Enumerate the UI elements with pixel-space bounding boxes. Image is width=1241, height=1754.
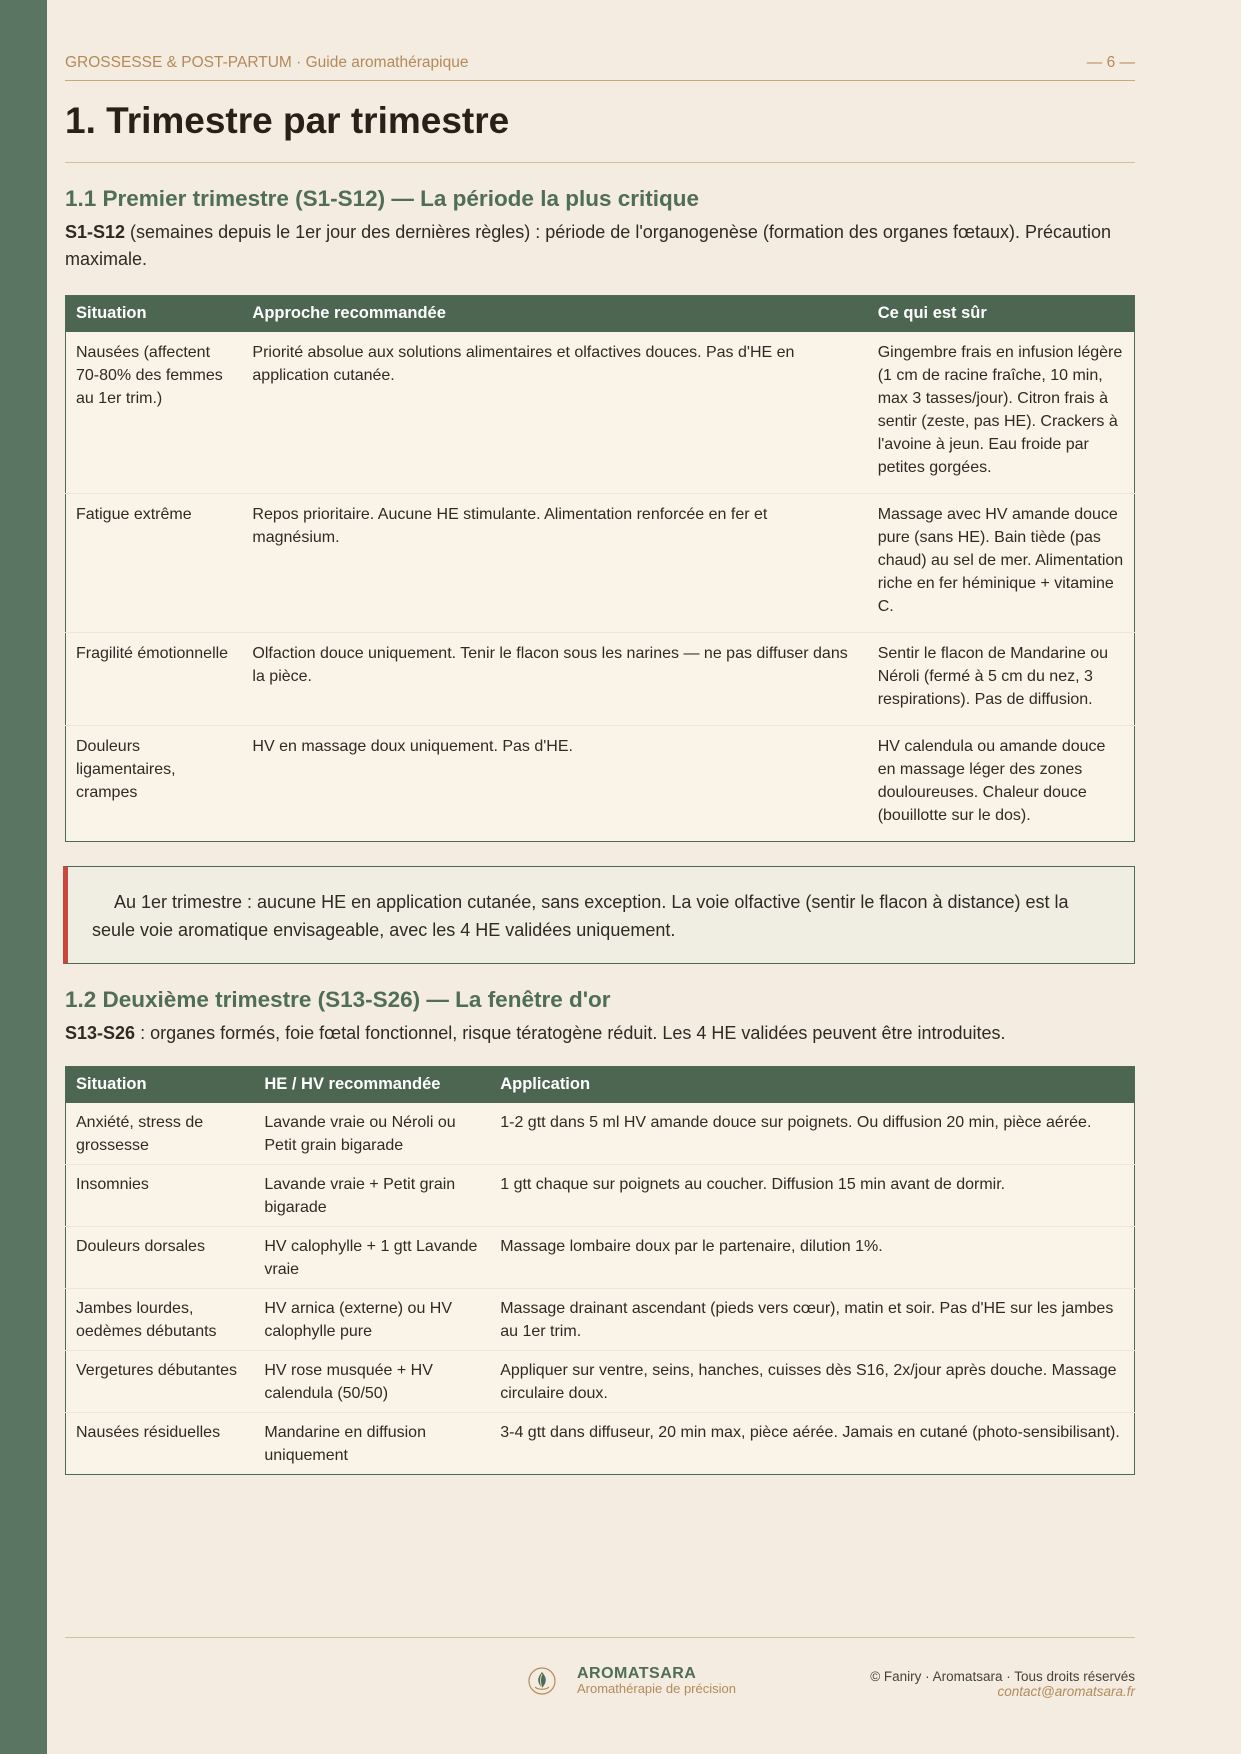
table-cell: Massage lombaire doux par le partenaire, dilution 1%. xyxy=(490,1227,1134,1289)
table-cell: Mandarine en diffusion uniquement xyxy=(254,1413,490,1475)
second-trimester-table xyxy=(65,1066,1135,1475)
section-lead xyxy=(65,219,1135,273)
footer-divider xyxy=(65,1637,1135,1638)
table-cell: Insomnies xyxy=(66,1165,255,1227)
footer-legal xyxy=(870,1669,1135,1699)
table-cell: Nausées (affectent 70-80% des femmes au 1er trim.) xyxy=(76,344,223,407)
table-cell: HV arnica (externe) ou HV calophylle pure xyxy=(254,1289,490,1351)
table-cell: Repos prioritaire. Aucune HE stimulante. Alimentation renforcée en fer et magnésium. xyxy=(242,494,867,633)
table-cell: HV rose musquée + HV calendula (50/50) xyxy=(254,1351,490,1413)
section-heading: 1.1 Premier trimestre (S1-S12) — La période la plus critique xyxy=(65,186,699,211)
table-cell: Massage avec HV amande douce pure (sans HE). Bain tiède (pas chaud) au sel de mer. Alimentation riche en fer héminique + vitamine C. xyxy=(868,494,1135,633)
section-first-trimester xyxy=(65,186,1135,273)
table-cell: Nausées résiduelles xyxy=(66,1413,255,1475)
column-header: HE / HV recommandée xyxy=(254,1067,490,1104)
table-cell: Douleurs dorsales xyxy=(66,1227,255,1289)
column-header: Ce qui est sûr xyxy=(868,296,1135,333)
table-cell: Sentir le flacon de Mandarine ou Néroli (fermé à 5 cm du nez, 3 respirations). Pas de diffusion. xyxy=(868,633,1135,726)
column-header: Application xyxy=(490,1067,1134,1104)
page-title: 1. Trimestre par trimestre xyxy=(65,100,1135,163)
table-cell: Priorité absolue aux solutions alimentaires et olfactives douces. Pas d'HE en application cutanée. xyxy=(252,344,795,384)
section-lead xyxy=(65,1020,1135,1047)
table-row xyxy=(66,726,1135,842)
table-cell: HV calendula ou amande douce en massage léger des zones douloureuses. Chaleur douce (bouillotte sur le dos). xyxy=(868,726,1135,842)
contact-email: contact@aromatsara.fr xyxy=(997,1684,1135,1699)
table-cell: HV calophylle + 1 gtt Lavande vraie xyxy=(254,1227,490,1289)
table-row xyxy=(66,633,1135,726)
table-cell: Douleurs ligamentaires, crampes xyxy=(66,726,243,842)
table-cell: Gingembre frais en infusion légère (1 cm de racine fraîche, 10 min, max 3 tasses/jour). Citron frais à sentir (zeste, pas HE). Crackers à l'avoine à jeun. Eau froide par petites gorgées. xyxy=(877,344,1123,476)
table-cell: Vergetures débutantes xyxy=(66,1351,255,1413)
lead-text: (semaines depuis le 1er jour des dernières règles) : période de l'organogenèse (formation des organes fœtaux). Précaution maximale. xyxy=(65,222,1112,269)
brand-text xyxy=(577,1665,736,1696)
side-band xyxy=(0,0,47,1754)
table-cell: Lavande vraie + Petit grain bigarade xyxy=(254,1165,490,1227)
table-row xyxy=(66,1103,1135,1165)
table-row xyxy=(66,494,1135,633)
first-trimester-table xyxy=(65,295,1135,842)
table-row xyxy=(66,332,1135,494)
table-header-row xyxy=(66,296,1135,333)
table-cell: 1 gtt chaque sur poignets au coucher. Diffusion 15 min avant de dormir. xyxy=(490,1165,1134,1227)
table-cell: Lavande vraie ou Néroli ou Petit grain bigarade xyxy=(264,1114,456,1154)
running-header-title: GROSSESSE & POST-PARTUM · Guide aromathérapique xyxy=(65,54,469,71)
column-header: Situation xyxy=(66,1067,255,1104)
table-cell: Olfaction douce uniquement. Tenir le flacon sous les narines — ne pas diffuser dans la pièce. xyxy=(242,633,867,726)
table-row xyxy=(66,1227,1135,1289)
table-row xyxy=(66,1165,1135,1227)
table-cell: HV en massage doux uniquement. Pas d'HE. xyxy=(242,726,867,842)
table-header-row xyxy=(66,1067,1135,1104)
warning-callout: Au 1er trimestre : aucune HE en application cutanée, sans exception. La voie olfactive (sentir le flacon à distance) est la seule voie aromatique envisageable, avec les 4 HE validées uniquement. xyxy=(63,866,1135,964)
brand-name: AROMATSARA xyxy=(577,1665,697,1682)
table-cell: 1-2 gtt dans 5 ml HV amande douce sur poignets. Ou diffusion 20 min, pièce aérée. xyxy=(500,1114,1092,1131)
table-cell: Anxiété, stress de grossesse xyxy=(76,1114,204,1154)
table-cell: Fatigue extrême xyxy=(66,494,243,633)
lead-term: S13-S26 xyxy=(65,1023,136,1043)
column-header: Situation xyxy=(66,296,243,333)
brand-tagline: Aromathérapie de précision xyxy=(577,1681,736,1696)
table-cell: Jambes lourdes, oedèmes débutants xyxy=(66,1289,255,1351)
table-row xyxy=(66,1413,1135,1475)
table-cell: 3-4 gtt dans diffuseur, 20 min max, pièce aérée. Jamais en cutané (photo-sensibilisant). xyxy=(490,1413,1134,1475)
lead-text: : organes formés, foie fœtal fonctionnel, risque tératogène réduit. Les 4 HE validées peuvent être introduites. xyxy=(135,1023,1006,1043)
footer-brand xyxy=(527,1665,736,1696)
table-row xyxy=(66,1289,1135,1351)
running-header xyxy=(65,54,1135,81)
leaf-drop-icon xyxy=(527,1666,557,1696)
page-number: — 6 — xyxy=(1086,54,1135,71)
table-cell: Massage drainant ascendant (pieds vers cœur), matin et soir. Pas d'HE sur les jambes au 1er trim. xyxy=(490,1289,1134,1351)
copyright-text: © Faniry · Aromatsara · Tous droits réservés xyxy=(870,1669,1135,1684)
section-heading: 1.2 Deuxième trimestre (S13-S26) — La fenêtre d'or xyxy=(65,987,611,1012)
table-row xyxy=(66,1351,1135,1413)
table-cell: Appliquer sur ventre, seins, hanches, cuisses dès S16, 2x/jour après douche. Massage circulaire doux. xyxy=(490,1351,1134,1413)
lead-term: S1-S12 xyxy=(65,222,126,242)
column-header: Approche recommandée xyxy=(242,296,867,333)
table-cell: Fragilité émotionnelle xyxy=(66,633,243,726)
section-second-trimester xyxy=(65,987,1135,1047)
